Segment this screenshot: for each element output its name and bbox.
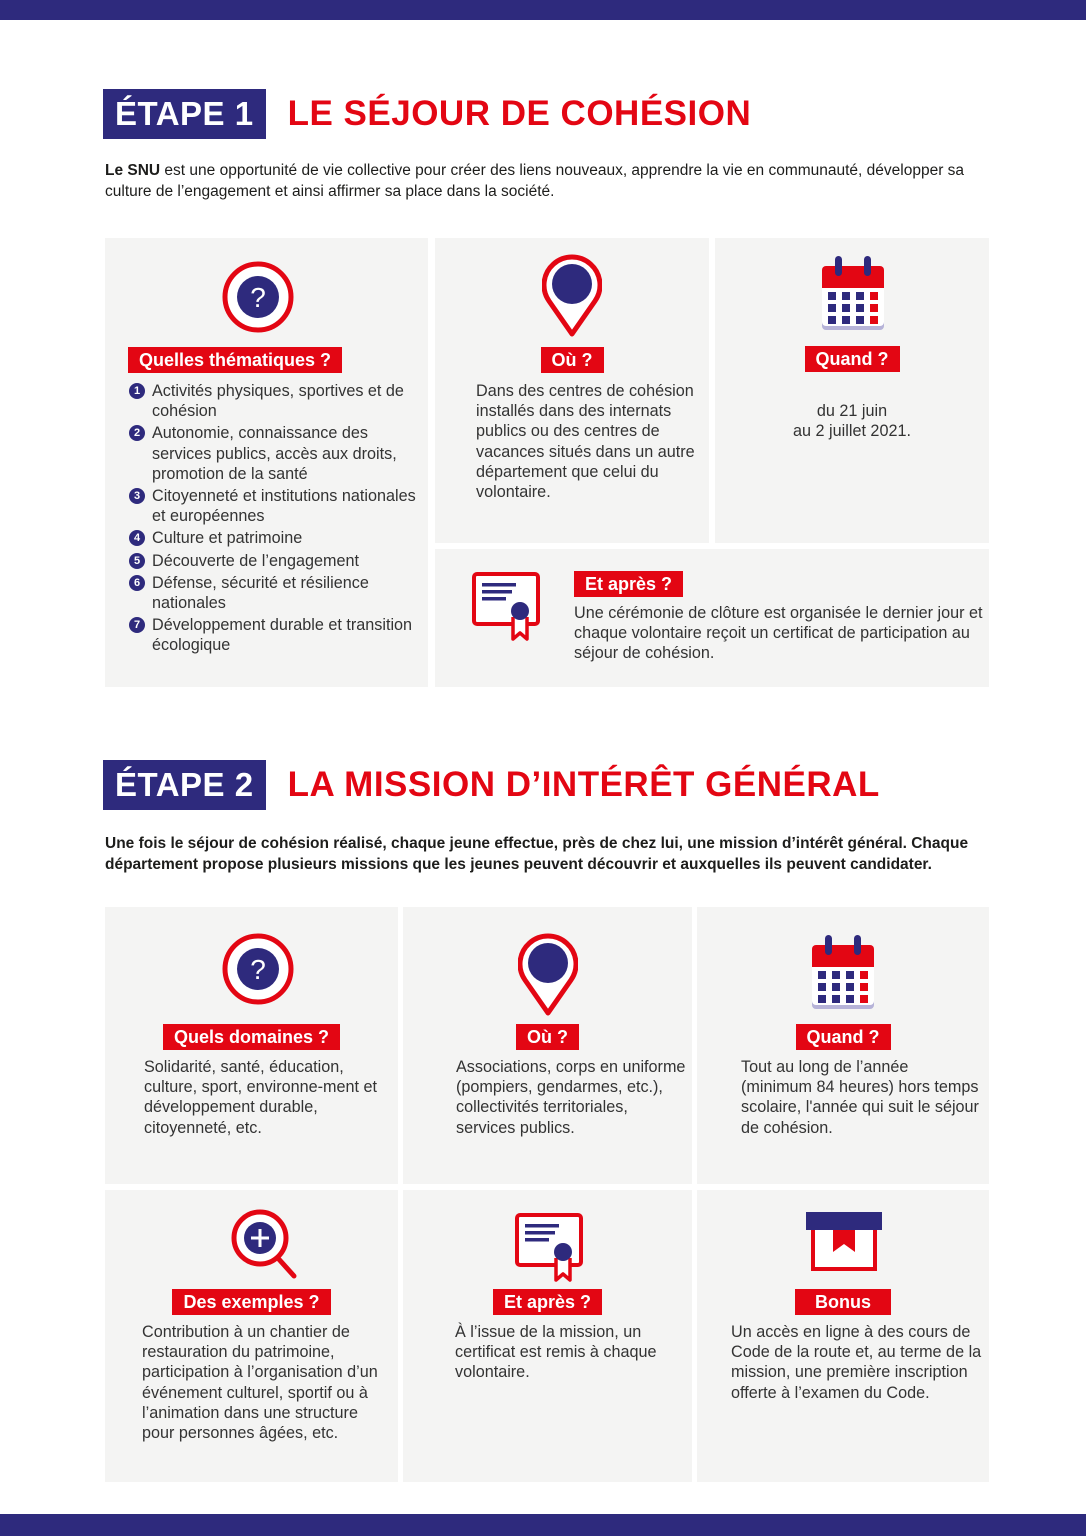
after-label: Et après ? <box>493 1289 602 1315</box>
examples-text: Contribution à un chantier de restauration du patrimoine, participation à l’organisation d’un événement culturel, sportif ou à l’animation dans une structure pour personnes âgées, etc. <box>142 1323 378 1443</box>
theme-item <box>129 615 419 655</box>
question-icon <box>222 933 294 1005</box>
where-text: Associations, corps en uniforme (pompiers, gendarmes, etc.), collectivités territoriales, services publics. <box>456 1058 686 1137</box>
card-when-step2 <box>697 907 989 1184</box>
svg-text:?: ? <box>250 954 266 985</box>
theme-text: Autonomie, connaissance des services publics, accès aux droits, promotion de la santé <box>152 424 397 483</box>
step2-title: LA MISSION D’INTÉRÊT GÉNÉRAL <box>287 765 880 804</box>
theme-text: Culture et patrimoine <box>152 529 303 548</box>
step2-badge: ÉTAPE 2 <box>103 760 266 810</box>
step1-intro-text: est une opportunité de vie collective pour créer des liens nouveaux, apprendre la vie en communauté, développer sa culture de l’engagement et ainsi affirmer sa place dans la société. <box>105 162 965 200</box>
card-where-step1 <box>435 238 709 543</box>
theme-text: Défense, sécurité et résilience nationales <box>152 573 369 613</box>
magnifier-plus-icon <box>230 1208 300 1282</box>
number-badge: 1 <box>129 383 145 399</box>
theme-item <box>129 551 419 571</box>
step1-badge: ÉTAPE 1 <box>103 89 266 139</box>
card-after-step2 <box>403 1190 692 1482</box>
theme-item <box>129 486 419 526</box>
where-label: Où ? <box>541 347 604 373</box>
theme-item <box>129 528 419 548</box>
theme-text: Découverte de l’engagement <box>152 551 359 570</box>
when-label: Quand ? <box>805 346 900 372</box>
where-label: Où ? <box>516 1024 579 1050</box>
theme-item <box>129 423 419 484</box>
theme-text: Développement durable et transition écologique <box>152 616 413 655</box>
svg-text:?: ? <box>250 282 266 313</box>
themes-list <box>129 381 419 658</box>
bookmark-box-icon <box>805 1210 883 1272</box>
theme-text: Citoyenneté et institutions nationales et européennes <box>152 487 416 526</box>
after-label: Et après ? <box>574 571 683 597</box>
bonus-label: Bonus <box>795 1289 891 1315</box>
when-line-2: au 2 juillet 2021. <box>793 422 911 441</box>
step1-intro-lead: Le SNU <box>105 162 161 179</box>
domains-label: Quels domaines ? <box>163 1024 340 1050</box>
when-text <box>715 401 989 441</box>
number-badge: 4 <box>129 530 145 546</box>
number-badge: 3 <box>129 488 145 504</box>
certificate-icon <box>514 1212 586 1284</box>
step2-header <box>103 760 880 810</box>
map-pin-icon <box>518 933 578 1017</box>
theme-text: Activités physiques, sportives et de cohésion <box>152 382 404 421</box>
card-after-step1 <box>435 549 989 687</box>
number-badge: 6 <box>129 575 145 591</box>
card-where-step2 <box>403 907 692 1184</box>
card-themes <box>105 238 428 687</box>
theme-item <box>129 573 419 613</box>
step2-intro: Une fois le séjour de cohésion réalisé, chaque jeune effectue, près de chez lui, une mission d’intérêt général. Chaque département propose plusieurs missions que les jeunes peuvent découvrir et auxquelles ils peuvent candidater. <box>105 835 969 873</box>
calendar-icon <box>810 935 876 1011</box>
themes-label: Quelles thématiques ? <box>128 347 342 373</box>
when-line-1: du 21 juin <box>816 402 888 420</box>
number-badge: 5 <box>129 553 145 569</box>
step1-header <box>103 89 751 139</box>
where-text: Dans des centres de cohésion installés dans des internats publics ou des centres de vacances situés dans un autre département que celui du volontaire. <box>476 382 695 502</box>
examples-label: Des exemples ? <box>172 1289 330 1315</box>
domains-text: Solidarité, santé, éducation, culture, sport, environne-ment et développement durable, citoyenneté, etc. <box>144 1058 378 1137</box>
number-badge: 7 <box>129 617 145 633</box>
calendar-icon <box>820 256 886 332</box>
card-bonus <box>697 1190 989 1482</box>
bottom-band <box>0 1514 1086 1536</box>
step1-intro <box>105 160 985 202</box>
card-domains <box>105 907 398 1184</box>
card-when-step1 <box>715 238 989 543</box>
map-pin-icon <box>542 254 602 338</box>
card-examples <box>105 1190 398 1482</box>
theme-item <box>129 381 419 421</box>
after-text: Une cérémonie de clôture est organisée le dernier jour et chaque volontaire reçoit un certificat de participation au séjour de cohésion. <box>574 604 983 663</box>
bonus-text: Un accès en ligne à des cours de Code de la route et, au terme de la mission, une première inscription offerte à l’examen du Code. <box>731 1323 982 1402</box>
certificate-icon <box>471 571 543 643</box>
when-label: Quand ? <box>796 1024 891 1050</box>
question-icon <box>222 261 294 333</box>
number-badge: 2 <box>129 425 145 441</box>
when-text: Tout au long de l’année (minimum 84 heures) hors temps scolaire, l'année qui suit le séjour de cohésion. <box>741 1058 979 1137</box>
after-text: À l’issue de la mission, un certificat est remis à chaque volontaire. <box>455 1323 657 1382</box>
top-band <box>0 0 1086 20</box>
step1-title: LE SÉJOUR DE COHÉSION <box>287 94 752 133</box>
